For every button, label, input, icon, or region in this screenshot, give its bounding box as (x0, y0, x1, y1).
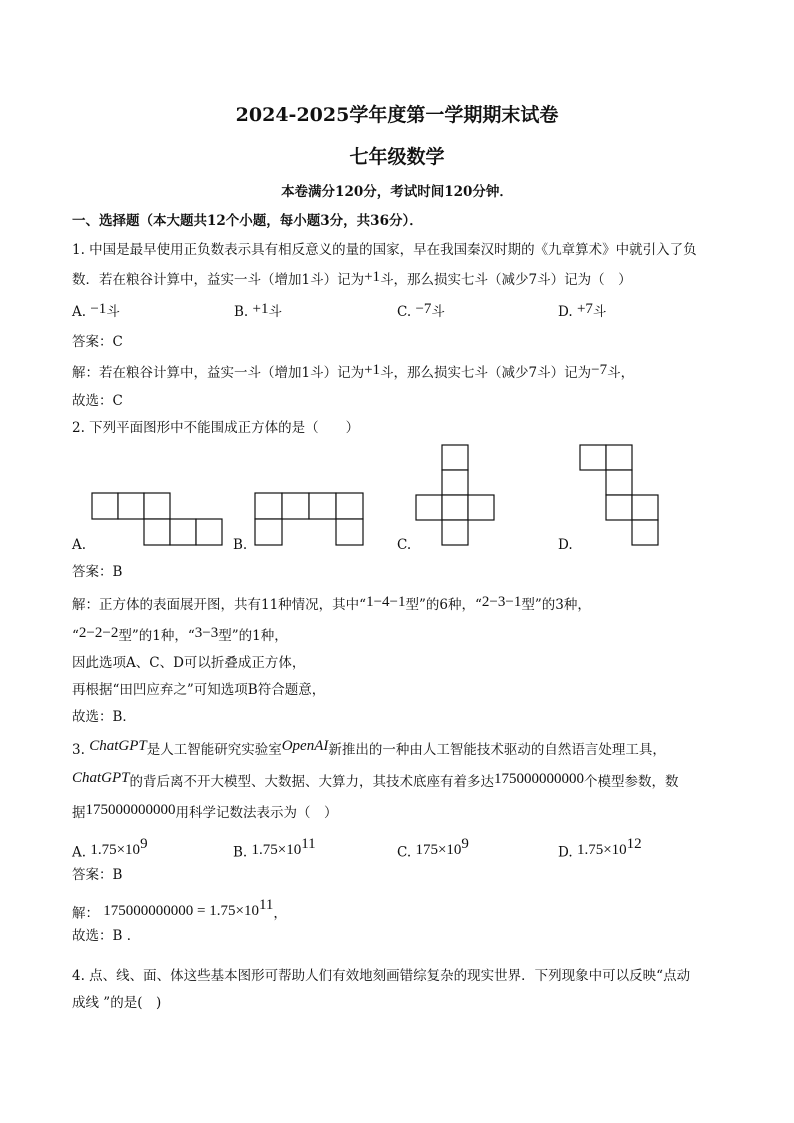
exam-subtitle: 七年级数学 (349, 146, 445, 168)
q1-option-b: B. +1斗 (234, 301, 282, 320)
q1-option-a: A. −1斗 (72, 301, 120, 320)
q2-option-d-label: D. (558, 537, 573, 553)
q1-conclusion: 故选：C (72, 393, 123, 409)
q3-stem-line1: 3. ChatGPT是人工智能研究实验室OpenAI新推出的一种由人工智能技术驱动的自然语言处理工具， (72, 738, 666, 758)
q4-stem-line1: 4. 点、线、面、体这些基本图形可帮助人们有效地刻画错综复杂的现实世界．下列现象中可以反映“点动 (72, 968, 691, 984)
q1-option-d: D. +7斗 (558, 301, 607, 320)
q3-option-c: C. $175\times 10^9$ (397, 836, 469, 861)
exam-title: 2024-2025学年度第一学期期末试卷 (235, 104, 559, 126)
q2-net-c (416, 445, 496, 548)
q3-option-b: B. $1.75\times 10^{11}$ (233, 836, 316, 861)
q2-option-b-label: B. (233, 537, 248, 553)
q1-stem-line1: 1. 中国是最早使用正负数表示具有相反意义的量的国家，早在我国秦汉时期的《九章算术》中就引入了负 (72, 242, 697, 258)
q2-solution-line3: 因此选项A、C、D可以折叠成正方体， (72, 655, 306, 671)
q2-solution-line2: “2−2−2型”的1种，“3−3型”的1种， (72, 625, 288, 644)
q3-option-a: A. $1.75\times 10^9$ (72, 836, 148, 861)
q3-solution: 解： $175000000000 = 1.75\times 10^{11}$， (72, 897, 287, 922)
q2-answer: 答案：B (72, 564, 123, 580)
q2-option-c-label: C. (397, 537, 412, 553)
q2-net-d (580, 445, 660, 548)
exam-note: 本卷满分120分，考试时间120分钟． (281, 184, 513, 200)
q3-option-d: D. $1.75\times 10^{12}$ (558, 836, 642, 861)
q3-conclusion: 故选：B ． (72, 928, 141, 944)
q1-answer: 答案：C (72, 334, 123, 350)
q2-conclusion: 故选：B． (72, 709, 136, 725)
q2-net-a (92, 493, 224, 548)
q1-stem-line2: 数．若在粮谷计算中，益实一斗（增加1斗）记为+1斗，那么损实七斗（减少7斗）记为（ ） (72, 269, 632, 288)
q2-option-a-label: A. (72, 537, 87, 553)
section-heading: 一、选择题（本大题共12个小题，每小题3分，共36分）． (72, 213, 423, 229)
q2-solution-line1: 解：正方体的表面展开图，共有11种情况，其中“1−4−1型”的6种，“2−3−1型”的3种， (72, 594, 591, 613)
q2-solution-line4: 再根据“田凹应弃之”可知选项B符合题意， (72, 682, 326, 698)
q2-net-b (255, 493, 365, 548)
q3-answer: 答案：B (72, 867, 123, 883)
q1-solution: 解：若在粮谷计算中，益实一斗（增加1斗）记为+1斗，那么损实七斗（减少7斗）记为−7斗， (72, 362, 635, 381)
q2-stem: 2. 下列平面图形中不能围成正方体的是（ ） (72, 420, 360, 436)
q1-option-c: C. −7斗 (397, 301, 445, 320)
q4-stem-line2: 成线 ”的是( ) (72, 995, 162, 1011)
q3-stem-line3: 据175000000000用科学记数法表示为（ ） (72, 802, 338, 821)
q3-stem-line2: ChatGPT的背后离不开大模型、大数据、大算力，其技术底座有着多达175000000000个模型参数，数 (72, 770, 679, 790)
